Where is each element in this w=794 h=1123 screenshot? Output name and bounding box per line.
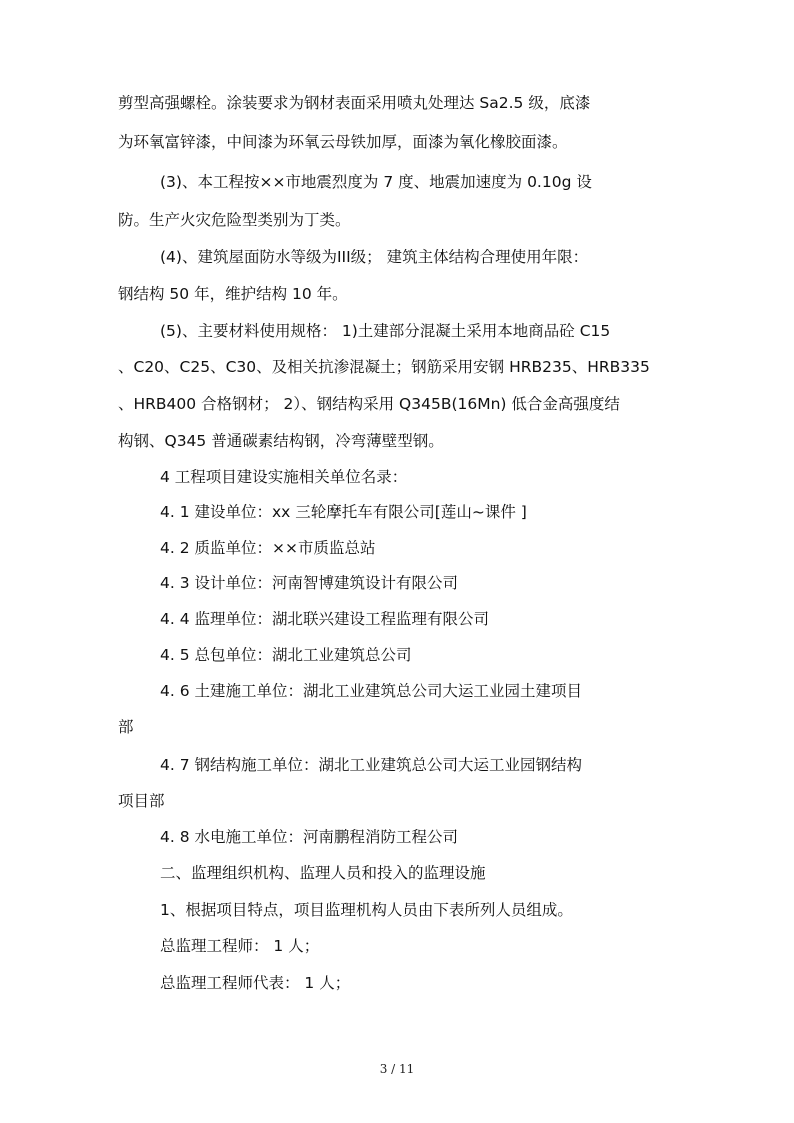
text-line: 总监理工程师代表： 1 人； [160, 974, 351, 992]
text-line: 、C20、C25、C30、及相关抗渗混凝土；钢筋采用安钢 HRB235、HRB335 [118, 358, 650, 376]
text-line: 总监理工程师： 1 人； [160, 937, 320, 955]
text-line: 1、根据项目特点，项目监理机构人员由下表所列人员组成。 [160, 901, 573, 919]
text-line: 剪型高强螺栓。涂装要求为钢材表面采用喷丸处理达 Sa2.5 级，底漆 [118, 94, 591, 112]
list-item: 4. 8 水电施工单位：河南鹏程消防工程公司 [160, 828, 459, 846]
list-item: 4. 3 设计单位：河南智博建筑设计有限公司 [160, 574, 459, 592]
text-line: (4)、建筑屋面防水等级为III级； 建筑主体结构合理使用年限： [160, 248, 589, 266]
text-line: 构钢、Q345 普通碳素结构钢，冷弯薄壁型钢。 [118, 432, 444, 450]
list-item: 4. 4 监理单位：湖北联兴建设工程监理有限公司 [160, 610, 490, 628]
section-heading: 二、监理组织机构、监理人员和投入的监理设施 [160, 864, 486, 882]
text-line: (5)、主要材料使用规格： 1)土建部分混凝土采用本地商品砼 C15 [160, 322, 611, 340]
text-line: 钢结构 50 年，维护结构 10 年。 [118, 285, 348, 303]
list-item: 4. 6 土建施工单位：湖北工业建筑总公司大运工业园土建项目 [160, 682, 583, 700]
list-item-continuation: 部 [118, 718, 134, 736]
text-line: 、HRB400 合格钢材； 2）、钢结构采用 Q345B(16Mn) 低合金高强度结 [118, 395, 620, 413]
text-line: (3)、本工程按××市地震烈度为 7 度、地震加速度为 0.10g 设 [160, 173, 592, 191]
text-line: 防。生产火灾危险型类别为丁类。 [118, 211, 351, 229]
list-item: 4. 1 建设单位：xx 三轮摩托车有限公司[莲山~课件 ] [160, 503, 527, 521]
list-item: 4. 5 总包单位：湖北工业建筑总公司 [160, 646, 412, 664]
list-item: 4. 7 钢结构施工单位：湖北工业建筑总公司大运工业园钢结构 [160, 756, 583, 774]
text-line: 为环氧富锌漆，中间漆为环氧云母铁加厚，面漆为氧化橡胶面漆。 [118, 133, 568, 151]
list-item: 4. 2 质监单位：××市质监总站 [160, 539, 376, 557]
section-heading: 4 工程项目建设实施相关单位名录： [160, 468, 408, 486]
list-item-continuation: 项目部 [118, 792, 165, 810]
page-number: 3 / 11 [379, 1062, 415, 1076]
